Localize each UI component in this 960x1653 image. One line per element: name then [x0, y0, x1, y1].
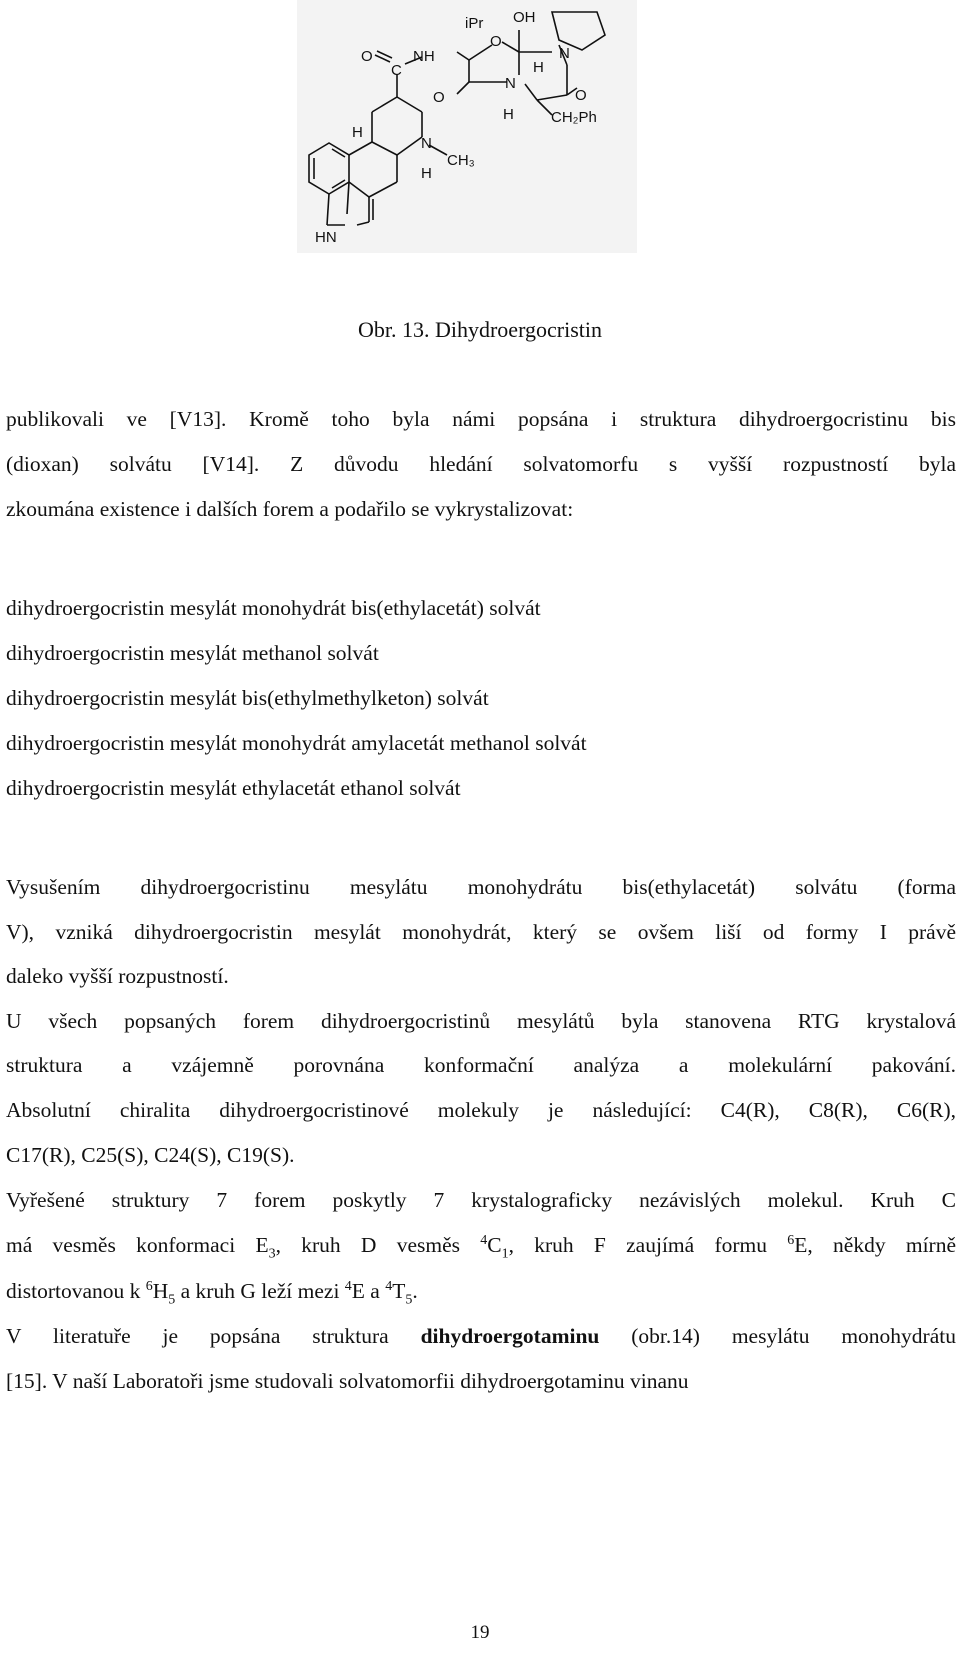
paragraph-line: V), vzniká dihydroergocristin mesylát monohydrát, který se ovšem liší od formy I právě	[6, 920, 956, 944]
label-h-n: H	[421, 165, 432, 182]
form-item: dihydroergocristin mesylát methanol solvát	[6, 641, 379, 665]
label-h-left: H	[352, 124, 363, 141]
form-item: dihydroergocristin mesylát ethylacetát ethanol solvát	[6, 776, 461, 800]
paragraph-line: U všech popsaných forem dihydroergocristinů mesylátů byla stanovena RTG krystalová	[6, 1009, 956, 1033]
figure-caption: Obr. 13. Dihydroergocristin	[357, 317, 602, 342]
label-n-methyl: N	[421, 135, 432, 152]
label-o-ring: O	[490, 33, 502, 50]
paragraph-line-rich: V literatuře je popsána struktura dihydroergotaminu (obr.14) mesylátu monohydrátu	[6, 1324, 956, 1348]
paragraph-line: Vyřešené struktury 7 forem poskytly 7 krystalograficky nezávislých molekul. Kruh C	[6, 1188, 956, 1212]
paragraph-line: Vysušením dihydroergocristinu mesylátu monohydrátu bis(ethylacetát) solvátu (forma	[6, 875, 956, 899]
structure-figure	[297, 0, 637, 253]
paragraph-line: (dioxan) solvátu [V14]. Z důvodu hledání solvatomorfu s vyšší rozpustností byla	[6, 452, 956, 476]
paragraph-line-rich: má vesměs konformaci $E_3$, kruh D vesměs $^4C_1$, kruh F zaujímá formu $^6$E, někdy mírně	[6, 1232, 957, 1262]
page-number: 19	[470, 1622, 490, 1643]
label-o-left-ring: O	[433, 89, 445, 106]
bold-term: dihydroergotaminu	[420, 1324, 600, 1348]
form-item: dihydroergocristin mesylát bis(ethylmethylketon) solvát	[6, 686, 489, 710]
form-item: dihydroergocristin mesylát monohydrát amylacetát methanol solvát	[6, 731, 587, 755]
label-nh-amide: NH	[413, 48, 435, 65]
dihydroergocristin-structure	[297, 0, 637, 253]
paragraph-line: publikovali ve [V13]. Kromě toho byla námi popsána i struktura dihydroergocristinu bis	[6, 407, 956, 431]
paragraph-line: daleko vyšší rozpustností.	[6, 964, 229, 988]
paragraph-line-rich: distortovanou k $^6H_5$ a kruh G leží mezi $^4$E a $^4T_5$.	[6, 1278, 418, 1308]
paragraph-line: [15]. V naší Laboratoři jsme studovali solvatomorfii dihydroergotaminu vinanu	[6, 1369, 689, 1393]
label-c-amide: C	[391, 62, 402, 79]
label-h-mid: H	[533, 59, 544, 76]
label-hn-indole: HN	[315, 229, 337, 246]
label-ch3: CH₃	[447, 152, 475, 169]
form-item: dihydroergocristin mesylát monohydrát bis(ethylacetát) solvát	[6, 596, 541, 620]
label-ipr: iPr	[465, 15, 484, 32]
paragraph-line: zkoumána existence i dalších forem a podařilo se vykrystalizovat:	[6, 497, 574, 521]
label-ch2ph: CH₂Ph	[551, 109, 597, 126]
paragraph-line: C17(R), C25(S), C24(S), C19(S).	[6, 1143, 295, 1167]
label-oh: OH	[513, 9, 536, 26]
label-n-ring-top: N	[559, 45, 570, 62]
paragraph-line: Absolutní chiralita dihydroergocristinové molekuly je následující: C4(R), C8(R), C6(R),	[6, 1098, 956, 1122]
label-n-mid: N	[505, 75, 516, 92]
label-o-right: O	[575, 87, 587, 104]
label-o-carbonyl-left: O	[361, 48, 373, 65]
paragraph-line: struktura a vzájemně porovnána konformační analýza a molekulární pakování.	[6, 1053, 956, 1077]
label-h-bottom: H	[503, 106, 514, 123]
